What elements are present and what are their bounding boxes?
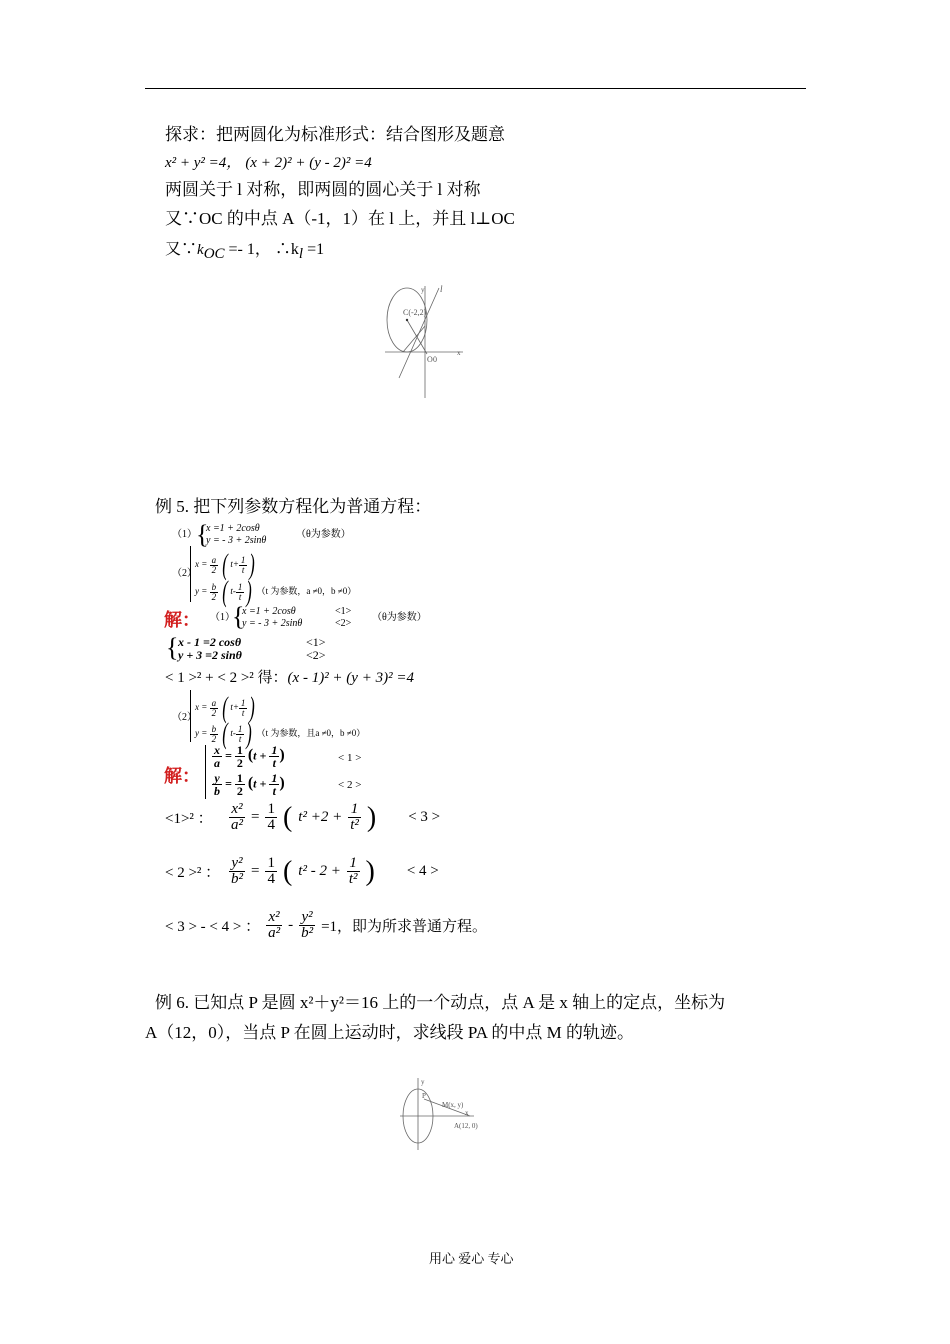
symmetry-line: 两圆关于 l 对称，即两圆的圆心关于 l 对称 [165,180,481,199]
solution1-note: （θ为参数） [372,612,427,623]
solution1b-eq1: x - 1 =2 cosθ [178,635,242,649]
label-y: y [421,1078,425,1086]
label-x: x [457,349,461,357]
solution2-number: （2） [172,712,197,723]
label-a: A(12, 0) [454,1122,478,1130]
midpoint-line: 又∵OC 的中点 A（-1，1）在 l 上，并且 l⊥OC [165,209,515,228]
solution1-result: < 1 >² + < 2 >² 得：(x - 1)² + (y + 3)² =4 [165,670,414,686]
solution2b-eq1: $\frac{x}{a}$ = $\frac{1}{2}$ (t + $\frac{1}{t}$ ) [214,743,285,770]
example6-line2: A（12，0），当点 P 在圆上运动时，求线段 PA 的中点 M 的轨迹。 [145,1023,634,1042]
solution2-brace [190,690,193,742]
result-row-4: < 2 >² ： $\frac{\text{y²}}{\text{b²}}$ = $\frac{1}{4}$ ( t² - 2 + $\frac{1}{\text{t²}}$ ) < 4 > [165,855,439,887]
figure-two-circles [385,282,475,402]
problem1-eq1: x =1 + 2cosθ [206,523,260,534]
result-row-final: < 3 > - < 4 > ： $\frac{\text{x²}}{\text{a²}}$ - $\frac{\text{y²}}{\text{b²}}$ =1，即为所求普通方程。 [165,909,488,941]
solution1b-eq2: y + 3 =2 sinθ [178,648,242,662]
center-point [406,319,408,321]
solution2-label: 解： [164,766,200,786]
solution1-eq2: y = - 3 + 2sinθ [242,618,303,629]
problem2-xeq: x = $\frac{a}{2}$ ( t+ $\frac{1}{t}$ ) [195,548,256,581]
solution2b-eq2: $\frac{y}{b}$ = $\frac{1}{2}$ (t + $\frac{1}{t}$ ) [214,771,285,798]
label-y: y [421,286,425,294]
problem2-yeq: y = $\frac{b}{2}$ ( t- $\frac{1}{t}$ ) （t 为参数，a ≠0，b ≠0） [195,575,357,608]
footer-text: 用心 爱心 专心 [429,1251,514,1266]
solution1b-tag2: <2> [306,648,326,662]
solution2-xeq: x = $\frac{a}{2}$ ( t+ $\frac{1}{t}$ ) [195,691,256,724]
explore-line: 探求：把两圆化为标准形式：结合图形及题意 [165,125,505,144]
header-rule [145,88,806,89]
problem1-eq2: y = - 3 + 2sinθ [206,535,267,546]
example5-title: 例 5. 把下列参数方程化为普通方程： [155,497,432,516]
problem1-brace: { [196,520,209,549]
solution1-eq1: x =1 + 2cosθ [242,606,296,617]
slope-line: 又$\because k_{OC} =- 1$， $\therefore k_l =1$ [165,241,325,263]
circle-equations: x² + y² =4， (x + 2)² + (y - 2)² =4 [165,155,372,171]
solution1-tag2: <2> [335,618,352,629]
label-x: x [465,1109,469,1117]
label-zero: 0 [433,355,437,364]
figure-moving-point [396,1074,486,1154]
solution1b-brace: { [166,633,179,662]
label-o: O [427,355,433,364]
solution1-label: 解： [164,610,200,630]
label-p: P [422,1092,426,1100]
solution2-yeq: y = $\frac{b}{2}$ ( t- $\frac{1}{t}$ ) （t 为参数，且a ≠0，b ≠0） [195,717,366,750]
problem2-number: （2） [172,568,197,579]
label-l: l [440,284,443,294]
problem1-note: （θ为参数） [296,529,351,540]
solution1-number: （1） [210,612,235,623]
problem1-number: （1） [172,529,197,540]
solution2b-tag2: < 2 > [338,779,362,791]
label-m: M(x, y) [442,1101,464,1109]
solution2b-brace [205,745,208,799]
solution1-brace: { [232,602,245,631]
solution1b-tag1: <1> [306,635,326,649]
problem2-brace [190,546,193,602]
segment-aux [403,326,425,352]
label-c: C(-2,2) [403,308,427,317]
example6-line1: 例 6. 已知点 P 是圆 x²＋y²＝16 上的一个动点，点 A 是 x 轴上的定点，坐标为 [155,993,726,1012]
solution1-tag1: <1> [335,606,352,617]
solution2b-tag1: < 1 > [338,752,362,764]
result-row-3: <1>² ： $\frac{\text{x²}}{\text{a²}}$ = $\frac{1}{4}$ ( t² +2 + $\frac{1}{\text{t²}}$ ) < 3 > [165,801,441,833]
